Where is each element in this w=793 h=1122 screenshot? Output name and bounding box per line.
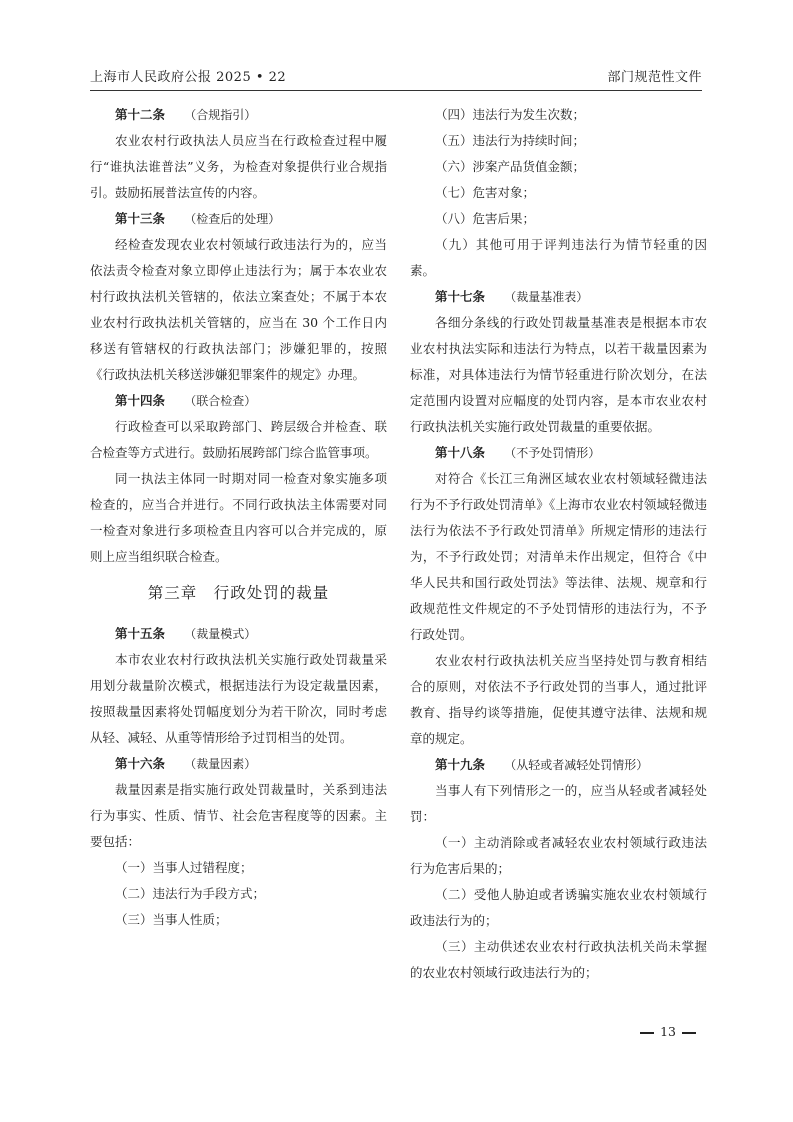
article-number: 第十五条 [115,626,166,641]
article-name: （合规指引） [184,108,257,122]
publication-title: 上海市人民政府公报 2025 • 22 [90,70,287,85]
article-name: （从轻或者减轻处罚情形） [504,758,649,772]
article-16-title [90,751,387,777]
article-number: 第十六条 [115,756,166,771]
header-rule [90,90,702,91]
page-number-footer [620,1024,702,1039]
chapter-heading: 第三章 行政处罚的裁量 [147,584,330,602]
list-item: （四）违法行为发生次数； [435,107,586,122]
list-item: （三）当事人性质； [115,912,228,927]
article-19-paragraph: 当事人有下列情形之一的，应当从轻或者减轻处罚： [410,783,707,824]
article-18-paragraph-1: 对符合《长江三角洲区域农业农村领域轻微违法行为不予行政处罚清单》《上海市农业农村领域轻微违法行为依法不予行政处罚清单》所规定情形的违法行为，不予行政处罚；对清单未作出规定，但符合《中华人民共和国行政处罚法》等法律、法规、规章和行政规范性文件规定的不予处罚情形的违法行为，不予行政处罚。 [410,471,707,642]
article-name: （裁量因素） [184,757,257,771]
right-column [410,102,707,986]
left-column [90,102,387,933]
article-15-paragraph: 本市农业农村行政执法机关实施行政处罚裁量采用划分裁量阶次模式，根据违法行为设定裁量因素，按照裁量因素将处罚幅度划分为若干阶次，同时考虑从轻、减轻、从重等情形给予过罚相当的处罚。 [90,652,387,745]
article-13-title [90,206,387,232]
article-number: 第十八条 [435,445,486,460]
list-item: （一）当事人过错程度； [115,860,253,875]
dash-icon [682,1032,696,1034]
article-number: 第十二条 [115,107,166,122]
article-13-paragraph: 经检查发现农业农村领域行政违法行为的，应当依法责令检查对象立即停止违法行为；属于本农业农村行政执法机关管辖的，依法立案查处；不属于本农业农村行政执法机关管辖的，应当在 30 个工作日内移送有管辖权的行政执法部门；涉嫌犯罪的，按照《行政执法机关移送涉嫌犯罪案件的规定》办理。 [90,237,387,382]
article-17-paragraph: 各细分条线的行政处罚裁量基准表是根据本市农业农村执法实际和违法行为特点，以若干裁量因素为标准，对具体违法行为情节轻重进行阶次划分，在法定范围内设置对应幅度的处罚内容，是本市农业农村行政执法机关实施行政处罚裁量的重要依据。 [410,315,707,434]
article-17-title [410,284,707,310]
article-18-paragraph-2: 农业农村行政执法机关应当坚持处罚与教育相结合的原则，对依法不予行政处罚的当事人，通过批评教育、指导约谈等措施，促使其遵守法律、法规和规章的规定。 [410,653,707,746]
article-number: 第十七条 [435,289,486,304]
article-19-title [410,752,707,778]
article-name: （不予处罚情形） [504,446,601,460]
article-12-title [90,102,387,128]
article-12-paragraph: 农业农村行政执法人员应当在行政检查过程中履行“谁执法谁普法”义务，为检查对象提供行业合规指引。鼓励拓展普法宣传的内容。 [90,133,387,200]
list-item: （二）受他人胁迫或者诱骗实施农业农村领域行政违法行为的； [410,887,707,928]
article-name: （裁量基准表） [504,290,589,304]
list-item: （五）违法行为持续时间； [435,133,586,148]
article-number: 第十四条 [115,393,166,408]
list-item: （六）涉案产品货值金额； [435,159,586,174]
article-14-paragraph-1: 行政检查可以采取跨部门、跨层级合并检查、联合检查等方式进行。鼓励拓展跨部门综合监管事项。 [90,419,387,460]
list-item: （八）危害后果； [435,211,536,226]
page-number: 13 [660,1024,676,1039]
article-14-paragraph-2: 同一执法主体同一时期对同一检查对象实施多项检查的，应当合并进行。不同行政执法主体需要对同一检查对象进行多项检查且内容可以合并完成的，原则上应当组织联合检查。 [90,471,387,564]
article-14-title [90,388,387,414]
article-name: （检查后的处理） [184,212,281,226]
article-15-title [90,621,387,647]
article-number: 第十三条 [115,211,166,226]
article-16-paragraph: 裁量因素是指实施行政处罚裁量时，关系到违法行为事实、性质、情节、社会危害程度等的因素。主要包括： [90,782,387,849]
list-item: （七）危害对象； [435,185,536,200]
page-header [90,66,702,88]
dash-icon [640,1032,654,1034]
section-title: 部门规范性文件 [607,70,702,85]
article-number: 第十九条 [435,757,486,772]
article-name: （联合检查） [184,394,257,408]
article-18-title [410,440,707,466]
list-item: （二）违法行为手段方式； [115,886,266,901]
list-item: （九）其他可用于评判违法行为情节轻重的因素。 [410,237,707,278]
article-name: （裁量模式） [184,627,257,641]
list-item: （三）主动供述农业农村行政执法机关尚未掌握的农业农村领域行政违法行为的； [410,939,707,980]
list-item: （一）主动消除或者减轻农业农村领域行政违法行为危害后果的； [410,835,707,876]
